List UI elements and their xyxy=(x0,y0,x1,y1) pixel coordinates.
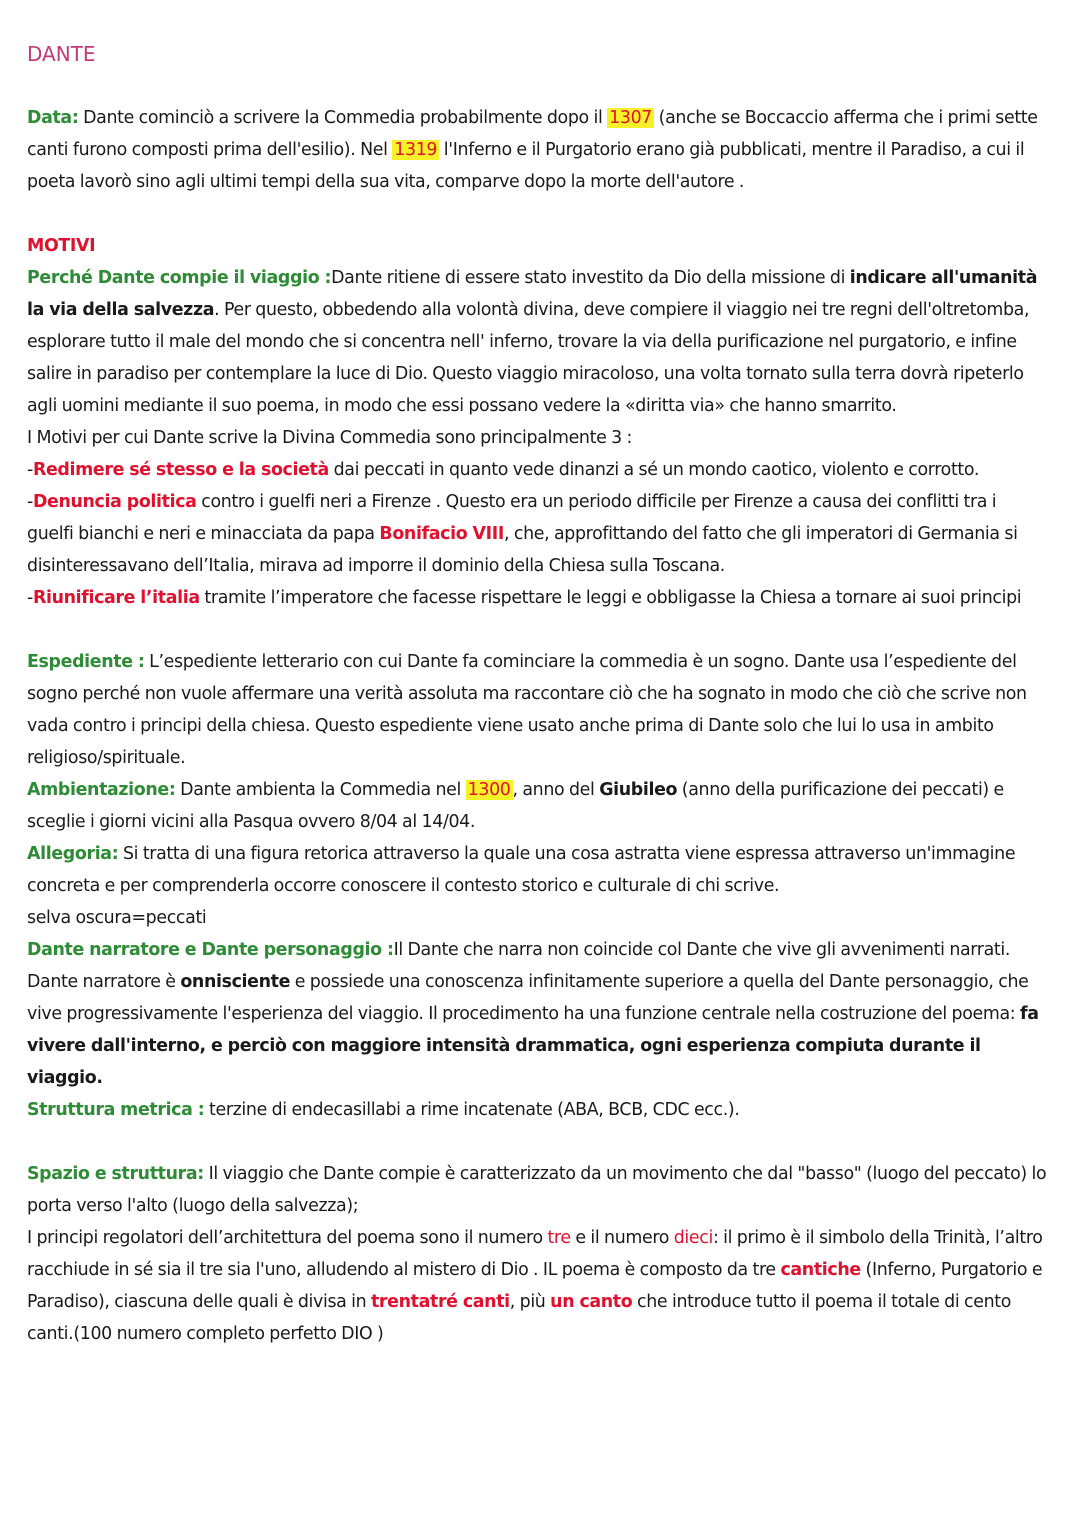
year-1319-highlight: 1319 xyxy=(394,140,438,160)
motivo-3 xyxy=(27,582,1047,614)
principi-text-4: (Inferno, Purgatorio e Paradiso), ciascuna delle quali è divisa in xyxy=(27,1260,1043,1312)
motivo-2 xyxy=(27,486,1047,582)
principi-text-5: , più xyxy=(509,1292,551,1312)
espediente-text: L’espediente letterario con cui Dante fa cominciare la commedia è un sogno. Dante usa l’espediente del sogno perché non vuole affermare una verità assoluta ma raccontare ciò che ha sognato in modo che ciò che scrive non vada contro i principi della chiesa. Questo espediente viene usato anche prima di Dante solo che lui lo usa in ambito religioso/spirituale. xyxy=(27,652,1027,768)
principi-text-1: I principi regolatori dell’architettura del poema sono il numero xyxy=(27,1228,548,1248)
spacer xyxy=(27,614,1047,646)
page-title: DANTE xyxy=(27,42,96,66)
principi-text-2: e il numero xyxy=(570,1228,674,1248)
motivo-1-dash: - xyxy=(27,460,33,480)
data-text-1: Dante cominciò a scrivere la Commedia probabilmente dopo il xyxy=(78,108,608,128)
motivo-2-label: Denuncia politica xyxy=(32,492,197,512)
cantiche-word: cantiche xyxy=(780,1260,861,1280)
struttura-paragraph xyxy=(27,1094,1047,1126)
motivi-heading: MOTIVI xyxy=(27,236,96,256)
motivo-2-text-1: contro i guelfi neri a Firenze . Questo era un periodo difficile per Firenze a causa dei conflitti tra i guelfi bianchi e neri e minacciata da papa xyxy=(27,492,997,544)
perche-text-2: . Per questo, obbedendo alla volontà divina, deve compiere il viaggio nei tre regni dell'oltretomba, esplorare tutto il male del mondo che si concentra nell' inferno, trovare la via della purificazione nel purgatorio, e infine salire in paradiso per contemplare la luce di Dio. Questo viaggio miracoloso, una volta tornato sulla terra dovrà ripeterlo agli uomini mediante il suo poema, in modo che essi possano vedere la «diritta via» che hanno smarrito. xyxy=(27,300,1030,416)
allegoria-example: selva oscura=peccati xyxy=(27,908,207,928)
motivo-2-text-2: , che, approfittando del fatto che gli imperatori di Germania si disinteressavano dell’Italia, mirava ad imporre il dominio della Chiesa sulla Toscana. xyxy=(27,524,1018,576)
data-text-2: (anche se Boccaccio afferma che i primi sette canti furono composti prima dell'esilio). Nel xyxy=(27,108,1038,160)
espediente-label: Espediente : xyxy=(27,652,145,672)
un-canto-word: un canto xyxy=(550,1292,633,1312)
tre-word: tre xyxy=(547,1228,571,1248)
onnisciente-bold: onnisciente xyxy=(180,972,291,992)
spazio-label: Spazio e struttura: xyxy=(27,1164,204,1184)
principi-text-3: : il primo è il simbolo della Trinità, l’altro racchiude in sé sia il tre sia l'uno, alludendo al mistero di Dio . IL poema è composto da tre xyxy=(27,1228,1043,1280)
ambientazione-text-3: (anno della purificazione dei peccati) e sceglie i giorni vicini alla Pasqua ovvero 8/04 al 14/04. xyxy=(27,780,1004,832)
motivo-1-text: dai peccati in quanto vede dinanzi a sé un mondo caotico, violento e corrotto. xyxy=(328,460,980,480)
motivi-intro: I Motivi per cui Dante scrive la Divina Commedia sono principalmente 3 : xyxy=(27,428,633,448)
document-page xyxy=(27,38,1047,1350)
data-paragraph xyxy=(27,102,1047,198)
allegoria-text: Si tratta di una figura retorica attraverso la quale una cosa astratta viene espressa attraverso un'immagine concreta e per comprenderla occorre conoscere il contesto storico e culturale di chi scrive. xyxy=(27,844,1016,896)
struttura-label: Struttura metrica : xyxy=(27,1100,205,1120)
trentatre-canti-word: trentatré canti xyxy=(370,1292,510,1312)
motivo-1-label: Redimere sé stesso e la società xyxy=(32,460,329,480)
motivo-3-dash: - xyxy=(27,588,33,608)
allegoria-label: Allegoria: xyxy=(27,844,119,864)
struttura-text: terzine di endecasillabi a rime incatenate (ABA, BCB, CDC ecc.). xyxy=(204,1100,740,1120)
motivo-1 xyxy=(27,454,1047,486)
spacer xyxy=(27,1126,1047,1158)
motivo-2-dash: - xyxy=(27,492,33,512)
narratore-paragraph xyxy=(27,934,1047,1094)
ambientazione-text-1: Dante ambienta la Commedia nel xyxy=(175,780,466,800)
giubileo-bold: Giubileo xyxy=(599,780,678,800)
ambientazione-text-2: , anno del xyxy=(512,780,600,800)
ambientazione-label: Ambientazione: xyxy=(27,780,176,800)
narratore-label: Dante narratore e Dante personaggio : xyxy=(27,940,394,960)
allegoria-paragraph xyxy=(27,838,1047,902)
motivo-3-label: Riunificare l’italia xyxy=(32,588,200,608)
spacer xyxy=(27,198,1047,230)
data-label: Data: xyxy=(27,108,79,128)
ambientazione-paragraph xyxy=(27,774,1047,838)
perche-label: Perché Dante compie il viaggio : xyxy=(27,268,332,288)
year-1300-highlight: 1300 xyxy=(467,780,511,800)
narratore-text-2: e possiede una conoscenza infinitamente superiore a quella del Dante personaggio, che vive progressivamente l'esperienza del viaggio. Il procedimento ha una funzione centrale nella costruzione del poema: xyxy=(27,972,1029,1024)
motivo-3-text: tramite l’imperatore che facesse rispettare le leggi e obbligasse la Chiesa a tornare ai suoi principi xyxy=(199,588,1022,608)
espediente-paragraph xyxy=(27,646,1047,774)
bonifacio-name: Bonifacio VIII xyxy=(379,524,505,544)
perche-text-1: Dante ritiene di essere stato investito da Dio della missione di xyxy=(331,268,850,288)
perche-paragraph xyxy=(27,262,1047,422)
spazio-paragraph xyxy=(27,1158,1047,1222)
narratore-bold-sentence: fa vivere dall'interno, e perciò con maggiore intensità drammatica, ogni esperienza compiuta durante il viaggio. xyxy=(27,1004,1039,1088)
year-1307-highlight: 1307 xyxy=(609,108,652,128)
spazio-text: Il viaggio che Dante compie è caratterizzato da un movimento che dal "basso" (luogo del peccato) lo porta verso l'alto (luogo della salvezza); xyxy=(27,1164,1047,1216)
principi-text-6: che introduce tutto il poema il totale di cento canti.(100 numero completo perfetto DIO ) xyxy=(27,1292,1012,1344)
perche-bold: indicare all'umanità la via della salvezza xyxy=(27,268,1038,320)
principi-paragraph xyxy=(27,1222,1047,1350)
dieci-word: dieci xyxy=(673,1228,713,1248)
data-text-3: l'Inferno e il Purgatorio erano già pubblicati, mentre il Paradiso, a cui il poeta lavorò sino agli ultimi tempi della sua vita, comparve dopo la morte dell'autore . xyxy=(27,140,1025,192)
narratore-text-1: Il Dante che narra non coincide col Dante che vive gli avvenimenti narrati. Dante narratore è xyxy=(27,940,1011,992)
